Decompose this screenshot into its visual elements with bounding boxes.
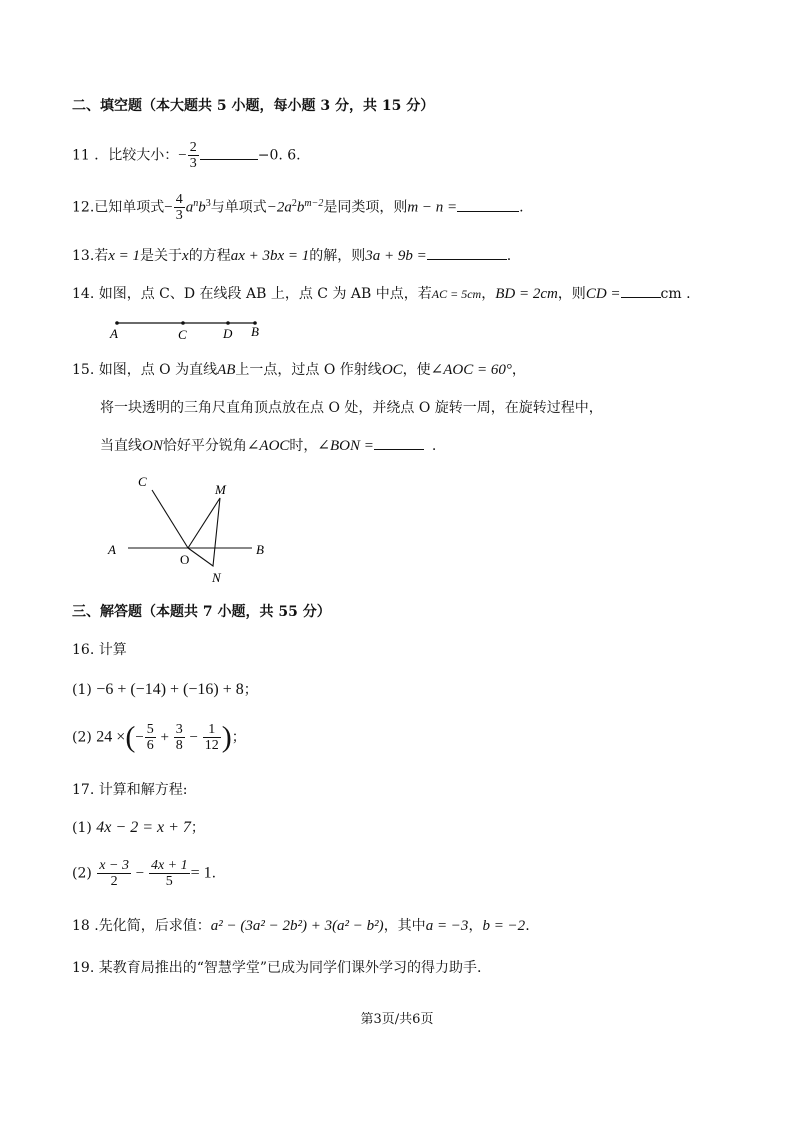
question-16-part1: (1) −6 + (−14) + (−16) + 8； <box>72 681 258 698</box>
question-16-part2: (2) 24 ×(− $\frac{5}{6}$ + $\frac{3}{8}$ − $\frac{1}{12}$ )； <box>72 720 246 754</box>
angle-figure <box>100 468 290 588</box>
question-17-part2: (2) $\frac{x - 3}{2}$ − $\frac{4x + 1}{5}$ = 1. <box>72 858 217 889</box>
question-18: 18 .先化简，后求值：a² − (3a² − 2b²) + 3(a² − b²)，其中a = −3，b = −2. <box>72 918 530 934</box>
answer-blank[interactable] <box>200 147 258 160</box>
question-11: 11 ．比较大小：− $\frac{2}{3}$ −0. 6. <box>72 140 301 171</box>
question-16-title: 16. 计算 <box>72 642 127 658</box>
label-m: M <box>215 482 226 497</box>
page-footer: 第3页/共6页 <box>360 1012 434 1027</box>
label-a: A <box>108 542 116 557</box>
question-15-line2: 将一块透明的三角尺直角顶点放在点 O 处，并绕点 O 旋转一周，在旋转过程中， <box>100 400 603 416</box>
question-14: 14. 如图，点 C、D 在线段 AB 上，点 C 为 AB 中点，若AC = 5cm，BD = 2cm，则CD = cm . <box>72 286 691 302</box>
answer-blank[interactable] <box>427 247 507 260</box>
section3-title: 三、解答题（本题共 7 小题，共 55 分） <box>72 604 331 620</box>
fraction: $\frac{2}{3}$ <box>189 140 197 171</box>
label-n: N <box>212 570 221 585</box>
point-a <box>115 321 119 325</box>
triangle-ruler <box>188 498 220 566</box>
section2-title: 二、填空题（本大题共 5 小题，每小题 3 分，共 15 分） <box>72 98 435 114</box>
point-d <box>226 321 230 325</box>
label-c: C <box>178 327 187 342</box>
question-17-part1: (1) 4x − 2 = x + 7； <box>72 819 205 836</box>
question-15-line1: 15. 如图，点 O 为直线AB上一点，过点 O 作射线OC，使∠AOC = 60°， <box>72 362 526 378</box>
label-c: C <box>138 474 147 489</box>
label-d: D <box>223 326 233 341</box>
answer-blank[interactable] <box>457 199 519 212</box>
label-b: B <box>251 324 259 339</box>
label-o: O <box>180 552 190 567</box>
label-b: B <box>256 542 264 557</box>
answer-blank[interactable] <box>621 285 661 298</box>
answer-blank[interactable] <box>374 437 424 450</box>
question-12: 12.已知单项式− $\frac{4}{3}$ $a^nb^3$与单项式$-2a^2b^{m-2}$是同类项，则m − n = . <box>72 192 524 223</box>
question-17-title: 17. 计算和解方程: <box>72 782 188 798</box>
question-19: 19. 某教育局推出的“智慧学堂”已成为同学们课外学习的得力助手. <box>72 960 482 976</box>
question-13: 13.若x = 1是关于x的方程ax + 3bx = 1的解，则3a + 9b = . <box>72 248 512 264</box>
point-c <box>181 321 185 325</box>
question-15-line3: 当直线ON恰好平分锐角∠AOC时，∠BON = . <box>100 438 437 454</box>
label-a: A <box>110 326 118 341</box>
ray-oc <box>152 490 188 548</box>
segment-figure <box>100 314 270 344</box>
